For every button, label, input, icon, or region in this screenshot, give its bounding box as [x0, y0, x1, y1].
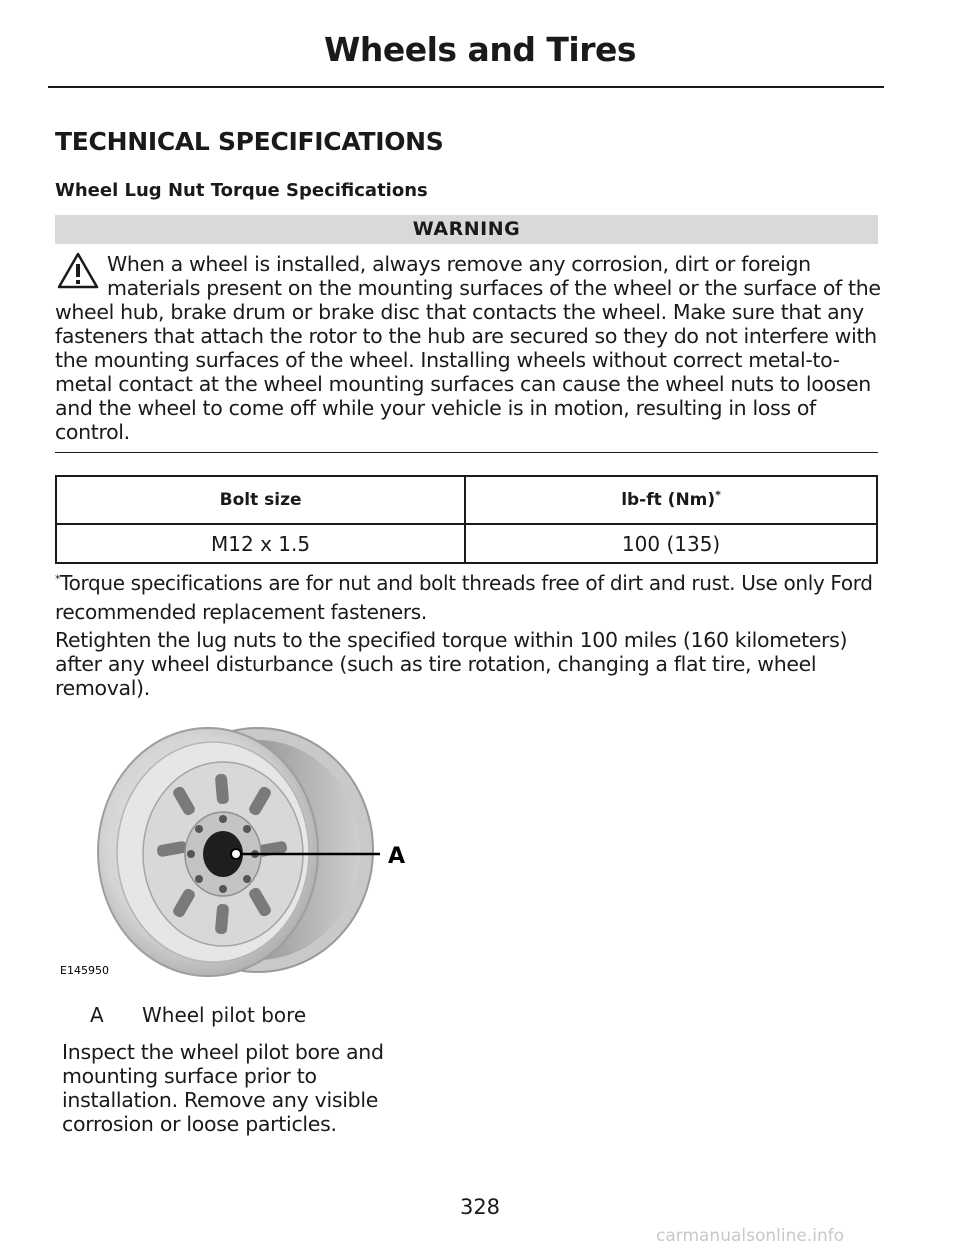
header-divider — [48, 86, 884, 88]
wheel-illustration — [58, 722, 418, 982]
table-cell: 100 (135) — [465, 524, 877, 563]
table-cell: M12 x 1.5 — [56, 524, 465, 563]
page-header-title: Wheels and Tires — [323, 30, 637, 69]
inspect-paragraph: Inspect the wheel pilot bore and mounting surface prior to installation. Remove any visible corrosion or loose particles. — [62, 1040, 384, 1136]
legend-letter: A — [90, 1003, 104, 1027]
torque-spec-table — [55, 475, 878, 564]
legend-label: Wheel pilot bore — [142, 1003, 307, 1027]
figure-id: E145950 — [60, 964, 109, 977]
warning-divider — [55, 452, 878, 453]
footnote-mark: * — [715, 488, 721, 502]
table-header-torque: lb-ft (Nm)* — [465, 476, 877, 524]
page-number: 328 — [459, 1195, 501, 1219]
table-header-bolt-size: Bolt size — [56, 476, 465, 524]
watermark: carmanualsonline.info — [656, 1226, 845, 1246]
figure-legend-item — [90, 1003, 306, 1027]
warning-text: When a wheel is installed, always remove any corrosion, dirt or foreign materials present on the mounting surfaces of the wheel or the surface of the wheel hub, brake drum or brake disc that contacts the wheel. Make sure that any fasteners that attach the rotor to the hub are secured so they do not interfere with the mounting surfaces of the wheel. Installing wheels without correct metal-to-metal contact at the wheel mounting surfaces can cause the wheel nuts to loosen and the wheel to come off while your vehicle is in motion, resulting in loss of control. — [55, 252, 881, 444]
warning-label: WARNING — [55, 215, 878, 244]
retighten-paragraph: Retighten the lug nuts to the specified torque within 100 miles (160 kilometers) after any wheel disturbance (such as tire rotation, changing a flat tire, wheel removal). — [55, 628, 848, 700]
footnote: *Torque specifications are for nut and bolt threads free of dirt and rust. Use only Ford recommended replacement fasteners. — [55, 571, 873, 624]
callout-letter-a: A — [388, 844, 406, 869]
table-header-row — [56, 476, 877, 524]
subsection-title: Wheel Lug Nut Torque Specifications — [55, 180, 428, 201]
section-title: TECHNICAL SPECIFICATIONS — [55, 127, 444, 156]
table-row — [56, 524, 877, 563]
